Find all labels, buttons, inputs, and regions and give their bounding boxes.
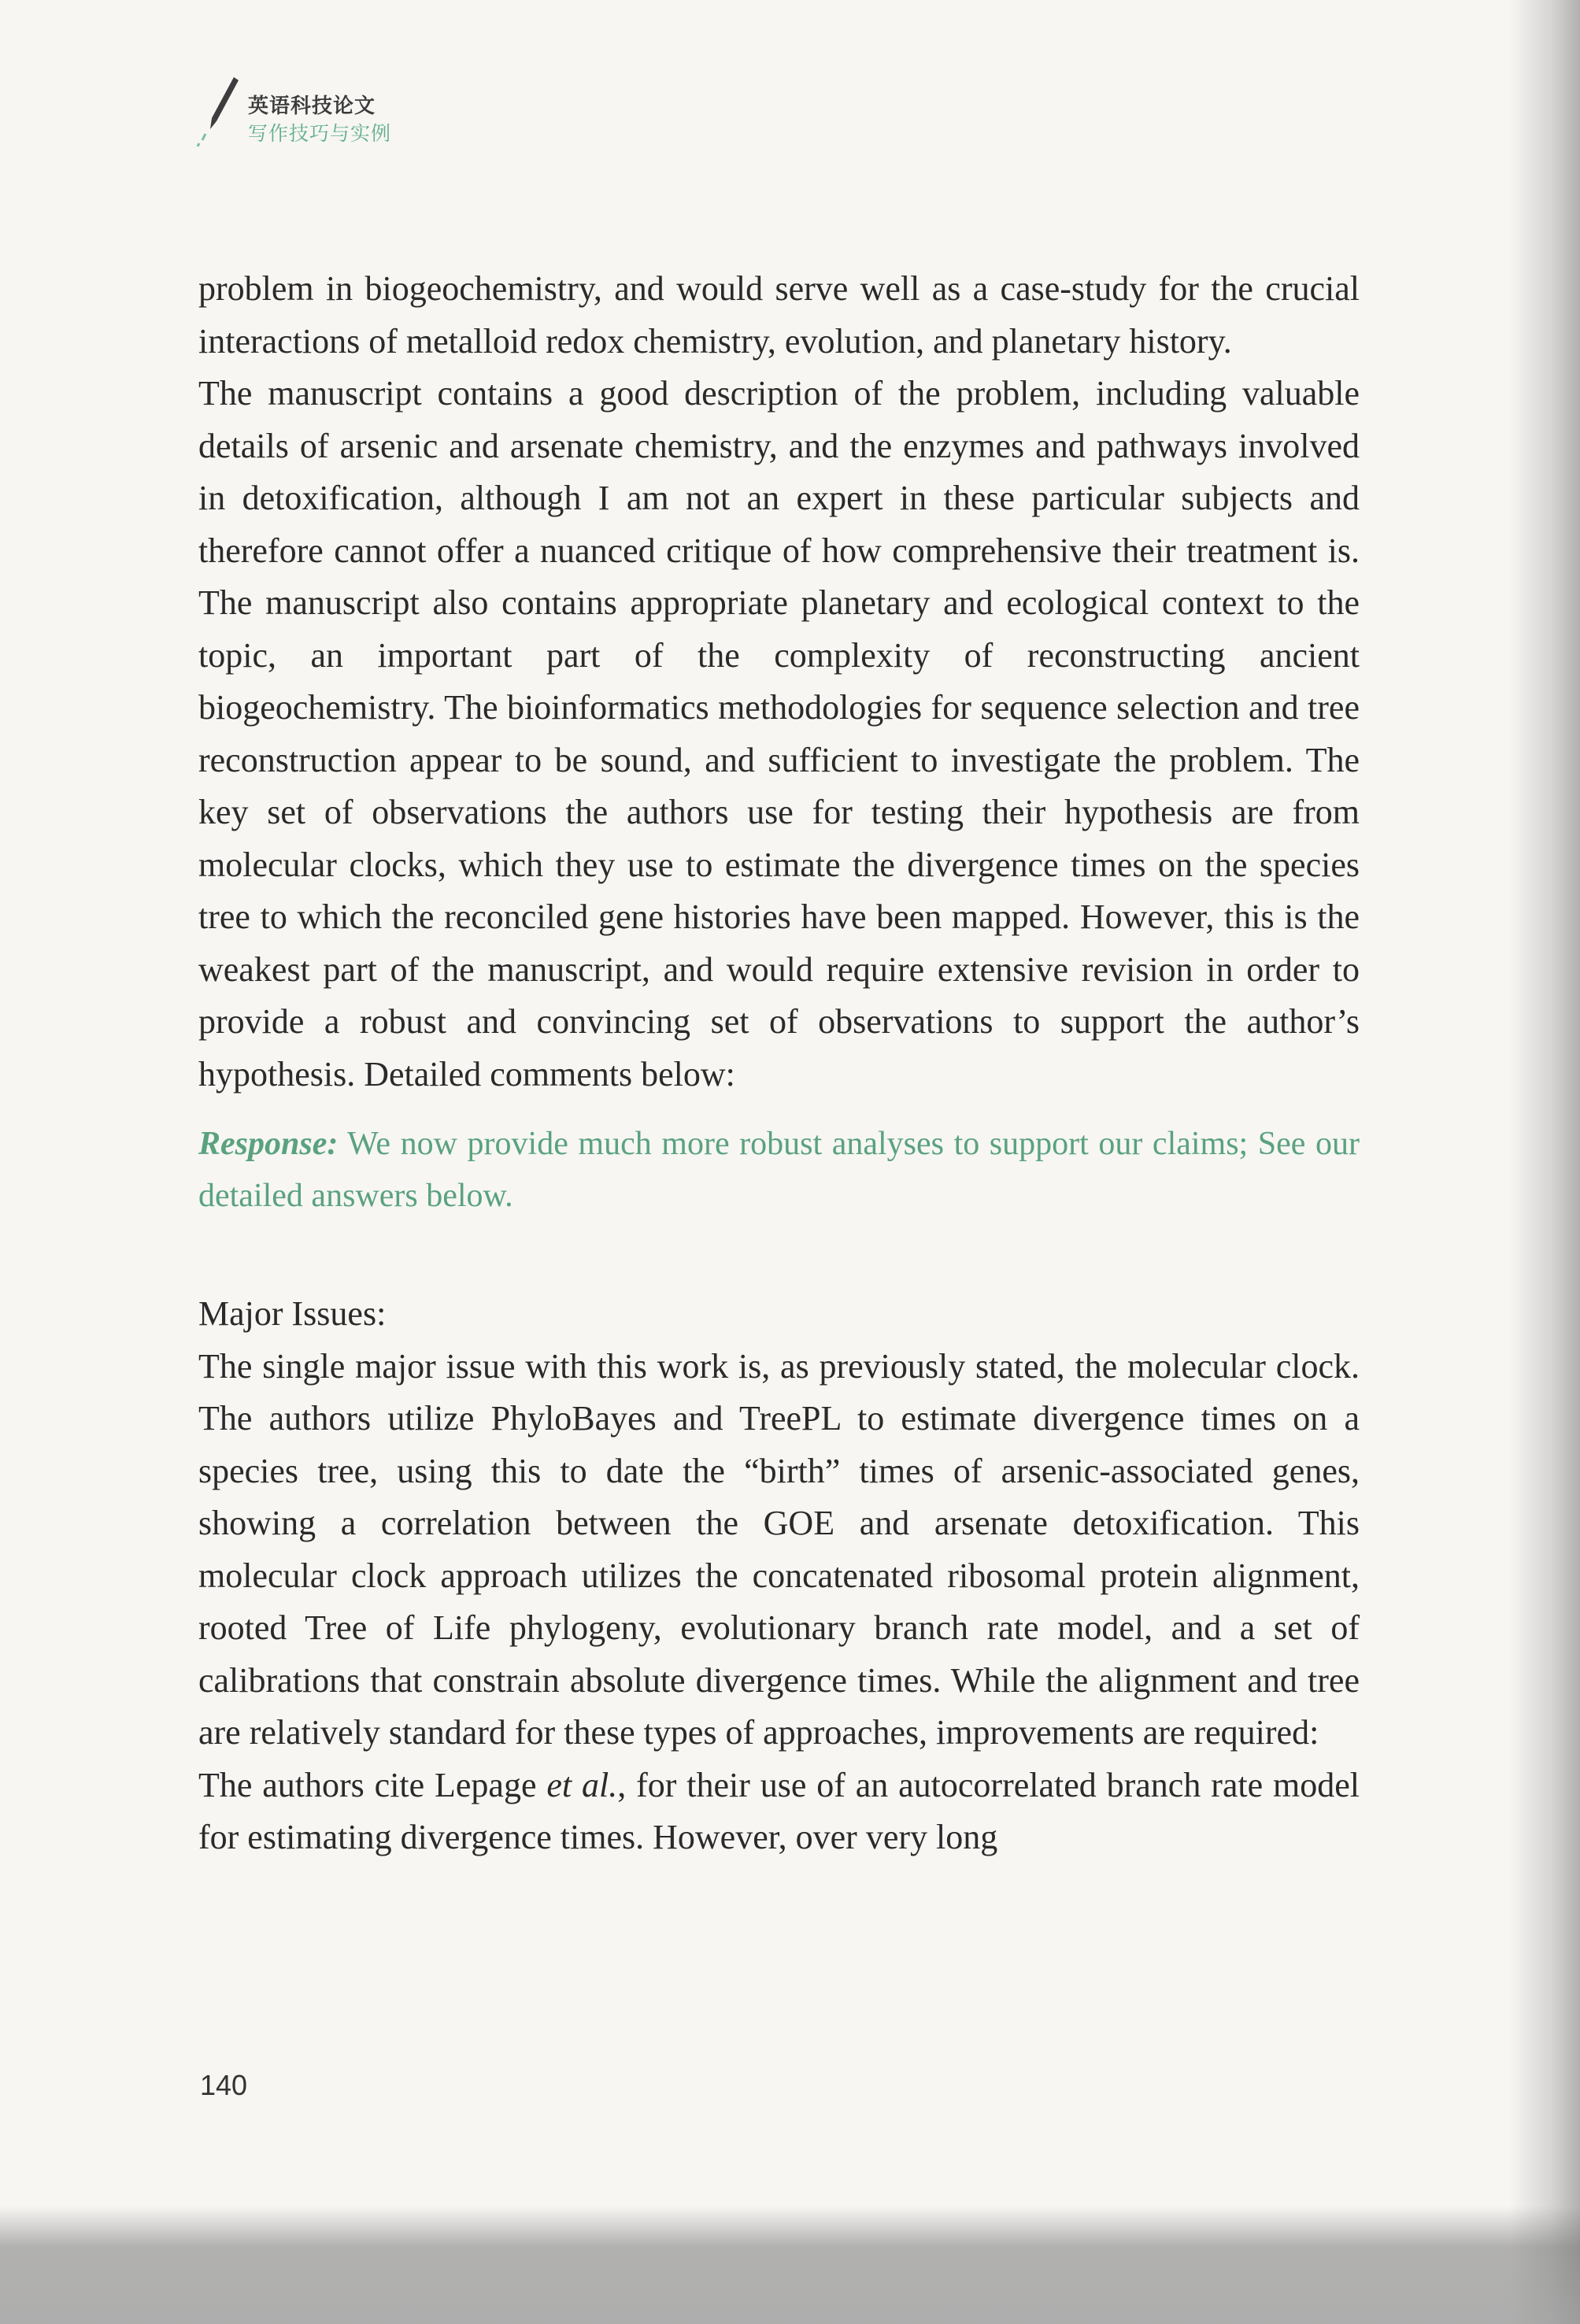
- page-bottom-shadow: [0, 2206, 1580, 2324]
- citation-et-al: et al.: [546, 1765, 618, 1804]
- paragraph-molecular-clock: The single major issue with this work is, as previously stated, the molecular clock. The authors utilize PhyloBayes and TreePL to estimate divergence times on a species tree, using this to date the “birth” times of arsenic-associated genes, showing a correlation between the GOE and arsenate detoxification. This molecular clock approach utilizes the concatenated ribosomal protein alignment, rooted Tree of Life phylogeny, evolutionary branch rate model, and a set of calibrations that constrain absolute divergence times. While the alignment and tree are relatively standard for these types of approaches, improvements are required:: [198, 1346, 1360, 1752]
- header-subtitle: 写作技巧与实例: [248, 122, 392, 145]
- running-header: [193, 72, 508, 159]
- paragraph-branch-rate-start: The authors cite Lepage: [198, 1765, 547, 1804]
- response-text: We now provide much more robust analyses to support our claims; See our detailed answers below.: [198, 1126, 1360, 1214]
- response-label: Response:: [198, 1126, 339, 1162]
- header-title: 英语科技论文: [248, 94, 376, 118]
- author-response: [198, 1118, 1360, 1222]
- paragraph-branch-rate-end: , for their use of an autocorrelated branch rate model for estimating divergence times. However, over very long: [198, 1765, 1360, 1856]
- page-number: 140: [200, 2069, 248, 2101]
- page-edge-shadow: [1509, 0, 1580, 2324]
- page-body: [198, 263, 1360, 1864]
- paragraph-continued: problem in biogeochemistry, and would serve well as a case-study for the crucial interactions of metalloid redox chemistry, evolution, and planetary history.: [198, 269, 1360, 361]
- paragraph-review-summary: The manuscript contains a good description of the problem, including valuable details of arsenic and arsenate chemistry, and the enzymes and pathways involved in detoxification, although I am not an expert in these particular subjects and therefore cannot offer a nuanced critique of how comprehensive their treatment is. The manuscript also contains appropriate planetary and ecological context to the topic, an important part of the complexity of reconstructing ancient biogeochemistry. The bioinformatics methodologies for sequence selection and tree reconstruction appear to be sound, and sufficient to investigate the problem. The key set of observations the authors use for testing their hypothesis are from molecular clocks, which they use to estimate the divergence times on the species tree to which the reconciled gene histories have been mapped. However, this is the weakest part of the manuscript, and would require extensive revision in order to provide a robust and convincing set of observations to support the author’s hypothesis. Detailed comments below:: [198, 374, 1360, 1094]
- section-heading-major-issues: Major Issues:: [198, 1294, 387, 1333]
- pen-icon: [193, 72, 248, 151]
- paragraph-branch-rate: [198, 1760, 1360, 1864]
